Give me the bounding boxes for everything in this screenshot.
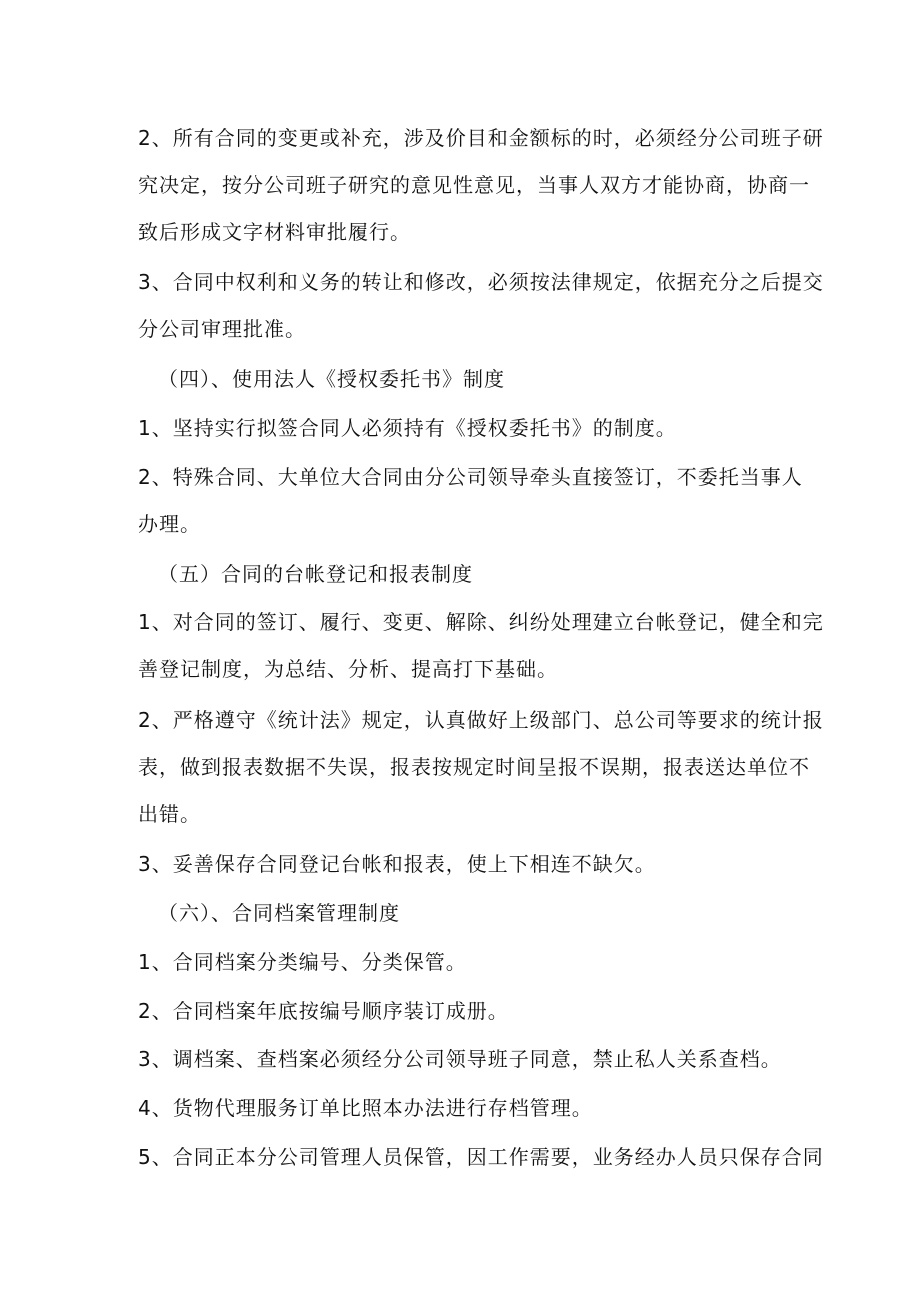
text-line: 2、严格遵守《统计法》规定，认真做好上级部门、总公司等要求的统计报 — [138, 708, 824, 732]
text-line: 3、妥善保存合同登记台帐和报表，使上下相连不缺欠。 — [138, 852, 656, 876]
section-heading: （六）、合同档案管理制度 — [158, 901, 400, 925]
section-heading: （五）合同的台帐登记和报表制度 — [158, 562, 473, 586]
text-line: 2、特殊合同、大单位大合同由分公司领导牵头直接签订，不委托当事人 — [138, 465, 803, 489]
text-line: 4、货物代理服务订单比照本办法进行存档管理。 — [138, 1096, 593, 1120]
text-line: 1、合同档案分类编号、分类保管。 — [138, 950, 467, 974]
text-line: 致后形成文字材料审批履行。 — [138, 220, 411, 244]
text-line: 分公司审理批准。 — [138, 317, 306, 341]
text-line: 2、所有合同的变更或补充，涉及价目和金额标的时，必须经分公司班子研 — [138, 126, 824, 150]
text-line: 1、对合同的签订、履行、变更、解除、纠纷处理建立台帐登记，健全和完 — [138, 610, 824, 634]
text-line: 3、调档案、查档案必须经分公司领导班子同意，禁止私人关系查档。 — [138, 1047, 782, 1071]
text-line: 5、合同正本分公司管理人员保管，因工作需要，业务经办人员只保存合同 — [138, 1145, 824, 1169]
section-heading: （四）、使用法人《授权委托书》制度 — [158, 367, 505, 391]
text-line: 1、坚持实行拟签合同人必须持有《授权委托书》的制度。 — [138, 416, 677, 440]
text-line: 3、合同中权利和义务的转让和修改，必须按法律规定，依据充分之后提交 — [138, 270, 824, 294]
text-line: 2、合同档案年底按编号顺序装订成册。 — [138, 999, 509, 1023]
text-line: 表，做到报表数据不失误，报表按规定时间呈报不误期，报表送达单位不 — [138, 755, 810, 779]
text-line: 出错。 — [138, 802, 201, 826]
text-line: 善登记制度，为总结、分析、提高打下基础。 — [138, 657, 558, 681]
text-line: 办理。 — [138, 512, 201, 536]
text-line: 究决定，按分公司班子研究的意见性意见，当事人双方才能协商，协商一 — [138, 173, 810, 197]
